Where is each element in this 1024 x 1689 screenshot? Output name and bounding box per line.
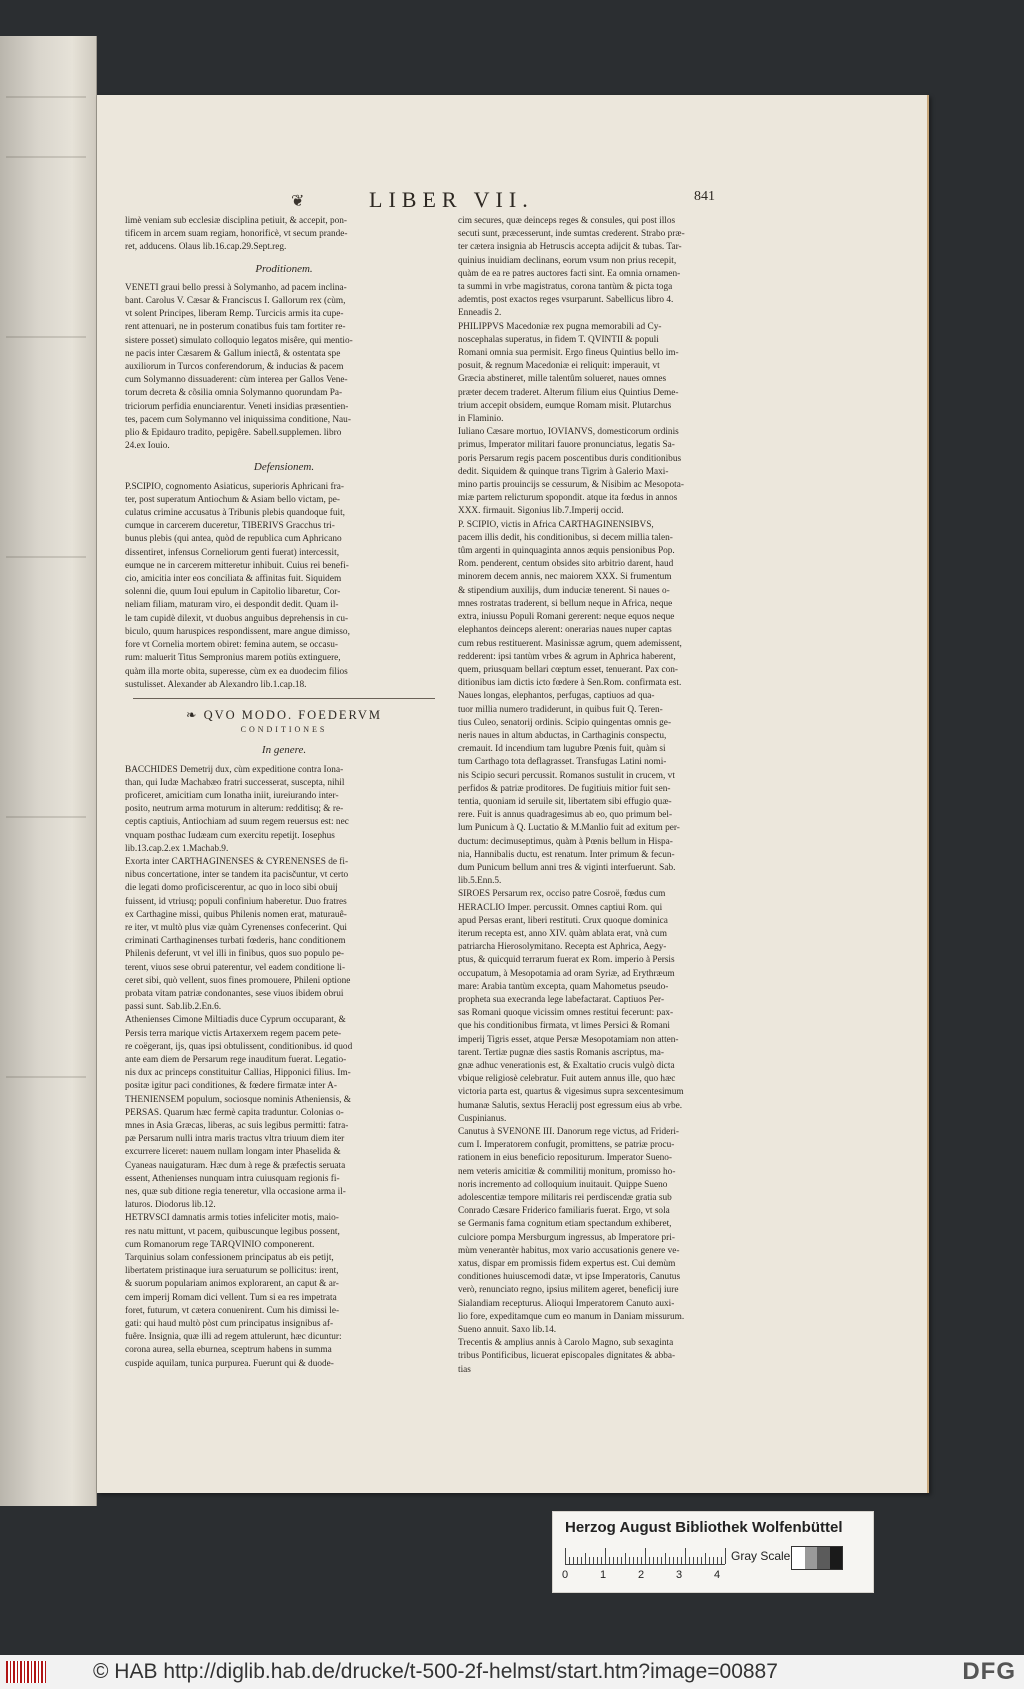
text-line: limè veniam sub ecclesiæ disciplina petiuit, & accepit, pon- (125, 216, 348, 226)
ruler-tick (725, 1548, 726, 1564)
text-line: Sialandiam recepturus. Alioqui Imperatorem Canuto auxi- (458, 1298, 675, 1309)
text-line: tias (458, 1364, 471, 1375)
text-line: lib.5.Enn.5. (458, 876, 502, 887)
text-line: HERACLIO Imper. percussit. Omnes captiui Rom. qui (458, 902, 663, 913)
text-line: neris naues in altum abductas, in Carthaginis conspectu, (458, 730, 667, 741)
section-heading: Defensionem. (253, 461, 315, 474)
ruler-tick (721, 1557, 722, 1564)
text-line: triciorum perfidia enunciarentur. Veneti insidias præsentien- (125, 401, 349, 412)
paragraph (125, 481, 443, 692)
ruler-number: 3 (676, 1569, 683, 1581)
text-line: PERSAS. Quarum hæc fermè capita traduntur. Colonias o- (125, 1107, 344, 1118)
gray-scale-label: Gray Scale (731, 1549, 791, 1563)
text-line: probata vitam patriæ condonantes, sese viuos ibidem obrui (125, 988, 344, 999)
ruler-tick (605, 1548, 606, 1564)
ruler-tick (653, 1557, 654, 1564)
text-line: le tam cupidè dilexit, vt duobus anguibus deprehensis in cu- (125, 613, 349, 624)
text-line: gnæ adhuc venerationis est, & Exaltatio crucis vulgò dicta (458, 1061, 675, 1071)
bleed-through-line (6, 336, 86, 338)
text-line: PHILIPPVS Macedoniæ rex pugna memorabili ad Cy- (458, 321, 662, 332)
text-line: tarent. Tertiæ pugnæ dies sastis Romanis ascriptus, ma- (458, 1047, 665, 1058)
ruler-tick (593, 1557, 594, 1564)
source-url[interactable]: © HAB http://diglib.hab.de/drucke/t-500-2f-helmst/start.htm?image=00887 (93, 1660, 778, 1683)
text-line: eumque ne in carcerem mitteretur inhibuit. Cuius rei benefi- (125, 560, 349, 571)
ruler-tick (589, 1557, 590, 1564)
bleed-through-line (6, 556, 86, 558)
ruler-tick (629, 1557, 630, 1564)
text-line: ante eam diem de Persarum rege inauditum fuerat. Legatio- (125, 1054, 347, 1065)
text-line: posuit, & regnum Macedoniæ ei reliquit: imperauit, vt (458, 361, 660, 372)
text-line: proficeret, amicitiam cum Ionatha iniit, iureiurando inter- (125, 790, 339, 801)
text-line: noscephalas superatus, in fidem T. QVINTII & populi (458, 334, 659, 345)
gray-scale-swatches (791, 1546, 843, 1570)
text-line: rum: maluerit Titus Sempronius marem potiùs extinguere, (125, 653, 341, 664)
text-line: corona aurea, sella eburnea, sceptrum habens in summa (125, 1345, 332, 1356)
text-line: Philenis deferunt, vt vel illi in finibus, quos suo populo pe- (125, 949, 344, 960)
text-line: than, qui Iudæ Machabæo fratri successerat, suscepta, nihil (125, 777, 345, 788)
text-line: sas Romani quoque vicissim omnes restitui fecerunt: pax- (458, 1008, 674, 1019)
text-line: elephantos deinceps alerent: onerarias naues nuper captas (458, 625, 672, 636)
text-line: plio & Epidauro tradito, pepigêre. Sabell.supplemen. libro (125, 428, 342, 439)
text-line: bunus plebis (qui antea, quòd de republica cum Aphricano (125, 534, 342, 545)
ruler-tick (581, 1557, 582, 1564)
ruler-tick (661, 1557, 662, 1564)
text-line: patriarcha Hierosolymitano. Recepta est Aphrica, Aegy- (458, 942, 667, 953)
ruler-tick (709, 1557, 710, 1564)
ruler-tick (633, 1557, 634, 1564)
text-line: libertatem pristinaque iura seruaturum se pollicitus: irent, (125, 1266, 339, 1277)
ruler-scale (565, 1548, 725, 1565)
ruler-tick (701, 1557, 702, 1564)
gray-swatch (830, 1547, 843, 1569)
section-heading: Proditionem. (255, 262, 313, 275)
ruler-tick (665, 1553, 666, 1564)
text-line: redderent: ipsi tantùm vrbes & agrum in Aphrica haberent, (458, 651, 676, 662)
text-line: ne pacis inter Cæsarem & Gallum iniectâ, & ostentata spe (125, 348, 341, 359)
text-line: auxiliorum in Turcos conferendorum, & inducias & pacem (125, 362, 344, 373)
text-line: se Germanis fama cognitum etiam spectandum exhiberet, (458, 1219, 672, 1230)
text-line: criminati Carthaginenses turbati fœderis, hanc conditionem (125, 936, 346, 947)
text-line: apud Persas erant, liberi restituti. Crux quoque dominica (458, 915, 668, 926)
ruler-tick (625, 1553, 626, 1564)
text-line: nis dux ac princeps constituitur Callias, Hipponici filius. Im- (125, 1068, 351, 1079)
text-line: XXX. firmauit. Sigonius lib.7.Imperij occid. (458, 506, 624, 517)
text-column-right (458, 215, 776, 1377)
text-line: re coëgerant, ijs, quas ipsi obtulissent, conditionibus. id quod (125, 1041, 353, 1052)
library-name: Herzog August Bibliothek Wolfenbüttel (565, 1519, 843, 1536)
text-line: Enneadis 2. (458, 308, 502, 319)
ruler-tick (577, 1557, 578, 1564)
dfg-logo: DFG (962, 1658, 1016, 1685)
text-line: fore vt Cornelia mortem obiret: femina autem, se occasu- (125, 640, 338, 651)
text-line: primus, Imperator militari fauore pronunciatus, legatis Sa- (458, 440, 675, 451)
text-line: tribus Pontificibus, licuerat episcopales dignitates & abba- (458, 1351, 676, 1362)
text-line: Canutus à SVENONE III. Danorum rege victus, ad Frideri- (458, 1127, 680, 1138)
text-line: sistere posset) simulato colloquio legatos misêre, qui mentio- (125, 335, 353, 346)
text-line: noris incremento ad colloquium inuitauit. Quippe Sueno (458, 1179, 668, 1190)
text-line: occupatum, à Mesopotamia ad oram Syriæ, ad Erythræum (458, 968, 675, 979)
text-line: cum Romanorum rege TARQVINIO componerent. (125, 1239, 315, 1250)
ruler-tick (713, 1557, 714, 1564)
text-line: cum rebus restituerent. Masinissæ agrum, quem ademissent, (458, 638, 682, 649)
text-line: pacem illis dedit, his conditionibus, si decem millia talen- (458, 532, 673, 543)
text-line: Rom. penderent, centum obsides sito arbitrio darent, haud (458, 559, 674, 570)
text-line: fuissent, id vtriusq; populi confinium haberetur. Duo fratres (125, 896, 347, 907)
text-line: & suorum populariam animos explorarent, an caput & ar- (125, 1279, 339, 1290)
text-line: Sueno annuit. Saxo lib.14. (458, 1325, 557, 1336)
ruler-tick (621, 1557, 622, 1564)
library-label (552, 1511, 874, 1593)
ruler-tick (689, 1557, 690, 1564)
ruler-tick (637, 1557, 638, 1564)
ruler-tick (669, 1557, 670, 1564)
ruler-tick (613, 1557, 614, 1564)
text-line: neliam filiam, maturam viro, ei despondit dedit. Quam il- (125, 600, 339, 611)
text-line: P. SCIPIO, victis in Africa CARTHAGINENSIBVS, (458, 519, 654, 530)
gray-swatch (792, 1547, 805, 1569)
text-line: nem veteris amicitiæ & commilitij monitum, promisso ho- (458, 1166, 676, 1177)
section-title: CONDITIONES (240, 725, 328, 735)
text-line: quàm de ea re patres auctores facti sint. Ea omnia ornamen- (458, 268, 681, 279)
text-line: cuspide aquilam, tunica purpurea. Fuerunt qui & duode- (125, 1358, 334, 1369)
text-line: Romani omnia sua permisit. Ergo fineus Quintius bello im- (458, 348, 679, 359)
text-line: re iter, vt multò plus viæ quàm Cyrenenses confecerint. Qui (125, 922, 347, 933)
ruler-tick (617, 1557, 618, 1564)
text-line: verò, renunciato regno, ipsius militem ageret, beneficij iure (458, 1285, 679, 1296)
text-line: posito, neutrum arma moturum in alterum: redditisq; & re- (125, 804, 344, 815)
text-line: lib.13.cap.2.ex 1.Machab.9. (125, 843, 229, 854)
text-line: ex Carthagine missi, quibus Philenis nomen erat, maturauê- (125, 909, 347, 920)
text-line: iterum recepta est, anno XIV. quàm ablata erat, vnà cum (458, 928, 667, 939)
ruler-number: 4 (714, 1569, 721, 1581)
paragraph (125, 764, 443, 856)
text-line: BACCHIDES Demetrij dux, cùm expeditione contra Iona- (125, 764, 344, 775)
text-line: lum Punicum à Q. Luctatio & M.Manlio fuit ad exitum per- (458, 823, 680, 834)
text-line: propheta sua execranda lege labefactarat. Captiuos Per- (458, 994, 665, 1005)
text-line: ceptis captiuis, Antiochiam ad suum regem reuersus est: nec (125, 817, 349, 828)
ruler-number: 0 (562, 1569, 569, 1581)
text-line: culciore pompa Mersburgum ingressus, ab Imperatore pri- (458, 1232, 675, 1243)
text-line: essent, Athenienses nunquam intra cuiusquam regionis fi- (125, 1173, 340, 1184)
text-line: torum decreta & cõsilia omnia Solymanno quorundam Pa- (125, 388, 343, 399)
text-line: cem imperij Romam dici vellent. Tum si ea res impetrata (125, 1292, 337, 1303)
text-line: quem, priusquam bellari cœptum esset, tenuerant. Pax con- (458, 664, 678, 675)
text-line: positæ igitur paci conditiones, & fœdere firmatæ inter A- (125, 1081, 337, 1092)
paragraph (125, 1014, 443, 1212)
text-line: cumque in carcerem duceretur, TIBERIVS Gracchus tri- (125, 521, 335, 532)
text-line: Iuliano Cæsare mortuo, IOVIANVS, domesticorum ordinis (458, 427, 679, 438)
text-line: passi sunt. Sab.lib.2.En.6. (125, 1002, 222, 1013)
book-title: LIBER VII. (369, 187, 534, 212)
paragraph (458, 215, 776, 321)
ruler-tick (705, 1553, 706, 1564)
paragraph (125, 856, 443, 1014)
running-head (97, 187, 927, 217)
text-line: nis Scipio securi percussit. Romanos sustulit in crucem, vt (458, 770, 675, 781)
text-line: ter cætera insignia ab Hetruscis accepta adijcit & tubas. Tar- (458, 242, 682, 253)
text-line: THENIENSEM populum, sociosque nominis Atheniensis, & (125, 1094, 351, 1105)
text-line: dedit. Siquidem & quinque trans Tigrim à Galerio Maxi- (458, 466, 669, 477)
ruler-tick (585, 1553, 586, 1564)
ruler-tick (597, 1557, 598, 1564)
paragraph (458, 1337, 776, 1377)
text-line: mùm venerantèr habitus, mox vario accusationis genere ve- (458, 1245, 680, 1256)
text-line: vnquam posthac Iudæam cum exercitu repetijt. Iosephus (125, 830, 335, 841)
text-line: pæ Persarum nulli intra maris tractus vltra triuum diem iter (125, 1134, 345, 1145)
text-line: rere. Fuit is annus quadragesimus ab eo, quo primum bel- (458, 810, 673, 821)
text-line: quinius inuidiam declinans, eorum vsum non prius recepit, (458, 255, 677, 266)
text-line: ptus, & quicquid terrarum fuerat ex Rom. imperio à Persis (458, 955, 675, 966)
text-line: tum Carthago tota deflagrasset. Transfugas Latini nomi- (458, 757, 667, 768)
paragraph (125, 1212, 443, 1370)
ruler-tick (693, 1557, 694, 1564)
text-line: Exorta inter CARTHAGINENSES & CYRENENSES de fi- (125, 856, 349, 867)
scanned-page (97, 95, 929, 1493)
text-line: conditiones huiuscemodi datæ, vt ipse Imperatoris, Canutus (458, 1272, 681, 1283)
text-line: tûm argenti in quinquaginta annos æquis pensionibus Pop. (458, 546, 675, 557)
ornament-icon: ❦ (291, 191, 305, 210)
text-line: ter, post superatum Antiochum & Asiam bello victam, pe- (125, 494, 340, 505)
text-line: tius Culeo, senatorij ordinis. Scipio quingentas omnis ge- (458, 717, 672, 728)
ruler-tick (645, 1548, 646, 1564)
text-line: Conrado Cæsare Friderico familiaris fuerat. Ergo, vt sola (458, 1206, 670, 1217)
text-line: lio fore, expeditamque cum eo manum in Daniam missurum. (458, 1311, 685, 1322)
text-line: sustulisset. Alexander ab Alexandro lib.1.cap.18. (125, 679, 307, 690)
text-line: imperij Tigris esset, atque Persæ Mesopotamiam non atten- (458, 1034, 679, 1045)
text-line: in Flaminio. (458, 414, 504, 425)
text-line: terent, viuos sese obrui paterentur, vel eadem conditione li- (125, 962, 346, 973)
text-line: trium accepit obsidem, eumque Romam misit. Plutarchus (458, 400, 672, 411)
paragraph (125, 215, 443, 255)
ruler-tick (717, 1557, 718, 1564)
paragraph (458, 888, 776, 1126)
paragraph (458, 426, 776, 518)
bleed-through-line (6, 96, 86, 98)
text-line: que his conditionibus firmata, vt limes Persici & Romani (458, 1021, 670, 1032)
ruler-tick (641, 1557, 642, 1564)
text-line: HETRVSCI damnatis armis toties infeliciter motis, maio- (125, 1213, 339, 1224)
text-line: & stipendium auxilijs, dum induciæ tenerent. Si naues o- (458, 585, 670, 596)
text-line: quàm illa morte obita, superesse, cùm ex ea duodecim filios (125, 666, 348, 677)
text-line: Naues longas, elephantos, perfugas, captiuos ad qua- (458, 691, 655, 702)
text-line: gati: qui haud multò pòst cum principatus insignibus af- (125, 1319, 334, 1330)
section-title: ❧ QVO MODO. FOEDERVM (185, 707, 382, 722)
bleed-through-line (6, 816, 86, 818)
gray-swatch (817, 1547, 830, 1569)
text-line: Græcia abstineret, mille talentûm solueret, naues omnes (458, 374, 667, 385)
bleed-through-line (6, 1076, 86, 1078)
text-column-left (125, 215, 443, 1371)
gray-swatch (805, 1547, 818, 1569)
text-line: secuti sunt, præcesserunt, inde sumtas crederent. Strabo præ- (458, 229, 685, 240)
text-line: adolescentiæ tempore militaris rei perdiscendæ gratia sub (458, 1193, 672, 1204)
text-line: perfidos & patriæ proditores. De fugitiuis mitior fuit sen- (458, 783, 671, 794)
text-line: ceret sibi, quò vellent, suos fines promouere, Phileni optione (125, 975, 351, 986)
text-line: ta summi in vrbe magistratus, corona tantùm & picta toga (458, 282, 673, 293)
text-line: solenni die, quum Ioui epulum in Capitolio libaretur, Cor- (125, 587, 341, 598)
hab-logo-icon (6, 1661, 46, 1683)
text-line: Tarquinius solam confessionem principatus ab eis petijt, (125, 1253, 334, 1264)
section-heading: In genere. (261, 744, 307, 757)
text-line: nia, Hannibalis ductu, est renatum. Inter primum & fecun- (458, 849, 675, 860)
text-line: cim secures, quæ deinceps reges & consules, qui post illos (458, 216, 676, 226)
text-line: foret, futurum, vt cætera conuenirent. Cum his dimissi le- (125, 1305, 340, 1316)
text-line: mino partis prouincijs se cessurum, & Nisibim ac Mesopota- (458, 480, 684, 491)
text-line: P.SCIPIO, cognomento Asiaticus, superioris Aphricani fra- (125, 481, 344, 492)
text-line: cremauit. Id incendium tam lugubre Pœnis fuit, quàm si (458, 744, 666, 755)
facing-page-edge (0, 36, 97, 1506)
text-line: nibus concertatione, inter se tandem ita pacisčuntur, vt certo (125, 870, 349, 881)
text-line: extra, iniussu Populi Romani gererent: neque equos neque (458, 612, 675, 623)
text-line: rationem in eius beneficio repositurum. Imperator Sueno- (458, 1153, 673, 1164)
text-line: fuêre. Insignia, quæ illi ad regem attulerunt, hæc dicuntur: (125, 1332, 342, 1343)
text-line: ret, adducens. Olaus lib.16.cap.29.Sept.reg. (125, 242, 287, 253)
text-line: xatus, dispar em promissis fidem expertus est. Cui demùm (458, 1259, 676, 1270)
text-line: SIROES Persarum rex, occiso patre Cosroë, fœdus cum (458, 889, 666, 900)
ruler-tick (569, 1557, 570, 1564)
text-line: mnes rostratas traderent, si bellum neque in Africa, neque (458, 598, 673, 609)
text-line: ditionibus iam dictis icto fœdere à Sen.Rom. confirmata est. (458, 678, 682, 689)
text-line: biculo, quum haruspices respondissent, mare angue dimisso, (125, 626, 350, 637)
text-line: bant. Carolus V. Cæsar & Franciscus I. Gallorum rex (cùm, (125, 296, 346, 307)
viewer-footer (0, 1655, 1024, 1689)
ruler-number: 2 (638, 1569, 645, 1581)
ruler-number: 1 (600, 1569, 607, 1581)
text-line: mare: Arabia tantùm excepta, quam Mahometus pseudo- (458, 981, 669, 992)
text-line: tuor millia numero tradiderunt, in quibus fuit Q. Teren- (458, 704, 663, 715)
text-line: 24.ex Iouio. (125, 441, 170, 452)
page-number: 841 (694, 189, 715, 204)
ruler-tick (677, 1557, 678, 1564)
ruler-tick (573, 1557, 574, 1564)
text-line: Persis terra marique victis Artaxerxem regem pacem pete- (125, 1028, 342, 1039)
text-line: dum Punicum bellum anni tres & viginti interfuerunt. Sab. (458, 862, 676, 873)
text-line: culatus crimine accusatus à Tribunis plebis quandoque fuit, (125, 508, 345, 519)
section-rule (133, 698, 435, 699)
paragraph (458, 321, 776, 427)
ruler-tick (601, 1557, 602, 1564)
text-line: ademtis, post exactos reges vsurparunt. Sabellicus libro 4. (458, 295, 674, 306)
text-line: Athenienses Cimone Miltiadis duce Cyprum occuparant, & (125, 1015, 346, 1026)
text-line: vt solent Principes, liberam Remp. Turcicis armis ita cupe- (125, 309, 344, 320)
text-line: nes, quæ sub ditione regia teneretur, vlla occasione arma il- (125, 1187, 346, 1198)
text-line: tificem in arcem suam regiam, honorificè, vt secum prande- (125, 229, 348, 240)
text-line: rent attenuari, ne in posterum conatibus fuis tam fortiter re- (125, 322, 346, 333)
ruler-tick (685, 1548, 686, 1564)
text-line: die legati domo proficiscerentur, ac quo in loco sibi obuij (125, 883, 338, 894)
ruler-tick (681, 1557, 682, 1564)
bleed-through-line (6, 156, 86, 158)
text-line: VENETI graui bello pressi à Solymanho, ad pacem inclina- (125, 282, 347, 293)
text-line: humanæ Salutis, sextus Heraclij post egressum eius ab vrbe. (458, 1100, 683, 1111)
text-line: præter decem traderet. Alterum filium eius Quintius Deme- (458, 387, 679, 398)
text-line: Cyaneas nauigaturam. Hæc dum à rege & præfectis seruata (125, 1160, 346, 1171)
text-line: cum I. Imperatorem confugit, promittens, se patriæ procu- (458, 1140, 675, 1151)
text-line: dissentiret, infensus Corneliorum genti fuerat) intercessit, (125, 547, 340, 558)
paragraph (458, 519, 776, 889)
paragraph (125, 282, 443, 454)
text-line: mnes in Asia Græcas, liberas, ac suis legibus permitti: fatra- (125, 1121, 349, 1131)
ruler-tick (609, 1557, 610, 1564)
ruler-tick (565, 1548, 566, 1564)
ruler-tick (673, 1557, 674, 1564)
text-line: tentia, quoniam id seruile sit, libertatem sibi effugio quæ- (458, 796, 672, 807)
text-line: res natu mittunt, vt pacem, quibuscunque legibus possent, (125, 1226, 340, 1237)
text-line: Cuspinianus. (458, 1113, 507, 1124)
ruler-tick (697, 1557, 698, 1564)
text-line: vbique religiosè celebratur. Fuit autem annus ille, quo hæc (458, 1074, 676, 1085)
text-line: ductum: decimuseptimus, quàm à Pœnis bellum in Hispa- (458, 836, 673, 847)
text-line: tes, pacem cum Solymanno vel iniquissima conditione, Nau- (125, 414, 351, 425)
text-line: victoria parta est, quartus & vigesimus supra sexcentesimum (458, 1087, 684, 1098)
text-line: laturos. Diodorus lib.12. (125, 1200, 216, 1211)
text-line: miæ partem relicturum spopondit. atque ita fœdus in annos (458, 493, 678, 504)
text-line: cio, amicitia inter eos conciliata & affinitas fuit. Siquidem (125, 574, 342, 585)
text-line: poris Persarum regis pacem poscentibus duris conditionibus (458, 453, 682, 464)
paragraph (458, 1126, 776, 1337)
text-line: Trecentis & amplius annis à Carolo Magno, sub sexaginta (458, 1338, 674, 1349)
ruler-tick (649, 1557, 650, 1564)
text-line: minorem decem annis, nec maiorem XXX. Si frumentum (458, 572, 672, 583)
text-line: cum Solymanno dissuaderent: cùm interea per Gallos Vene- (125, 375, 348, 386)
ruler-tick (657, 1557, 658, 1564)
text-line: excurrere liceret: nauem nullam longam inter Phaselida & (125, 1147, 341, 1158)
